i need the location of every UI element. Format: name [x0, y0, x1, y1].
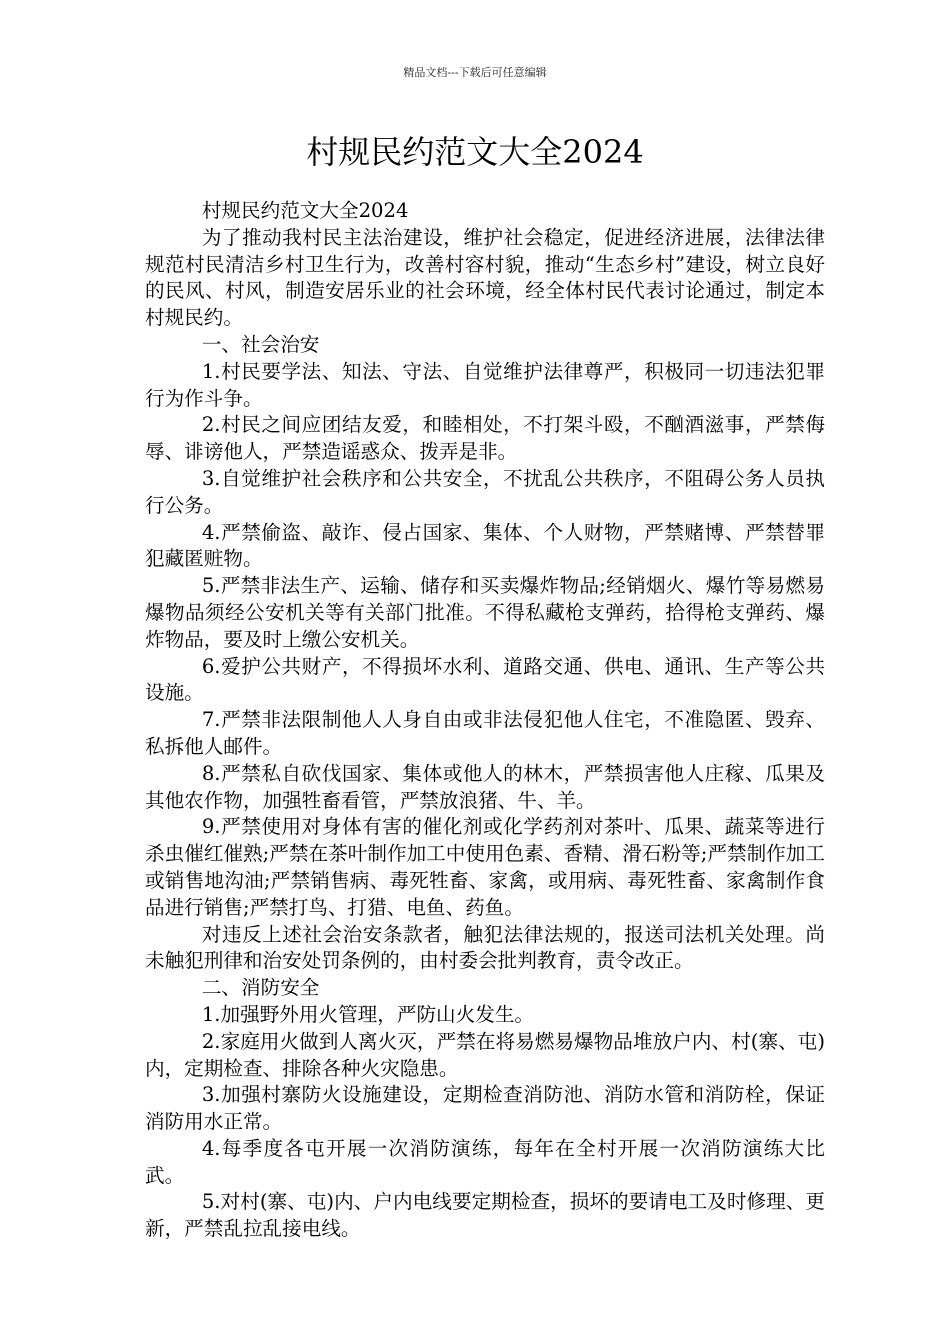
paragraph-penalty: 对违反上述社会治安条款者，触犯法律法规的，报送司法机关处理。尚未触犯刑律和治安处罚条例的，由村委会批判教育，责令改正。	[145, 922, 825, 973]
paragraph-item: 2.村民之间应团结友爱，和睦相处，不打架斗殴，不酗酒滋事，严禁侮辱、诽谤他人，严禁造谣惑众、拨弄是非。	[145, 413, 825, 464]
document-title: 村规民约范文大全2024	[306, 133, 644, 171]
paragraph-item: 1.村民要学法、知法、守法、自觉维护法律尊严，积极同一切违法犯罪行为作斗争。	[145, 359, 825, 410]
paragraph-item: 6.爱护公共财产，不得损坏水利、道路交通、供电、通讯、生产等公共设施。	[145, 654, 825, 705]
paragraph-item: 1.加强野外用火管理，严防山火发生。	[201, 1002, 535, 1026]
paragraph-item: 4.每季度各屯开展一次消防演练，每年在全村开展一次消防演练大比武。	[145, 1136, 825, 1187]
paragraph-item: 5.对村(寨、屯)内、户内电线要定期检查，损坏的要请电工及时修理、更新，严禁乱拉乱接电线。	[145, 1190, 825, 1241]
paragraph-item: 3.加强村寨防火设施建设，定期检查消防池、消防水管和消防栓，保证消防用水正常。	[145, 1083, 825, 1134]
paragraph-subtitle: 村规民约范文大全2024	[201, 199, 409, 222]
document-body	[145, 198, 825, 1243]
paragraph-item: 4.严禁偷盗、敲诈、侵占国家、集体、个人财物，严禁赌博、严禁替罪犯藏匿赃物。	[145, 520, 825, 571]
paragraph-item: 3.自觉维护社会秩序和公共安全，不扰乱公共秩序，不阻碍公务人员执行公务。	[145, 466, 825, 517]
paragraph-preamble: 为了推动我村民主法治建设，维护社会稳定，促进经济进展，法律法律规范村民清洁乡村卫生行为，改善村容村貌，推动“生态乡村”建设，树立良好的民风、村风，制造安居乐业的社会环境，经全体村民代表讨论通过，制定本村规民约。	[145, 225, 825, 330]
section-heading-fire-safety: 二、消防安全	[201, 976, 320, 1000]
paragraph-item: 8.严禁私自砍伐国家、集体或他人的林木，严禁损害他人庄稼、瓜果及其他农作物，加强牲畜看管，严禁放浪猪、牛、羊。	[145, 761, 825, 812]
paragraph-item: 5.严禁非法生产、运输、储存和买卖爆炸物品;经销烟火、爆竹等易燃易爆物品须经公安机关等有关部门批准。不得私藏枪支弹药，拾得枪支弹药、爆炸物品，要及时上缴公安机关。	[145, 574, 825, 651]
page-header-note: 精品文档---下载后可任意编辑	[403, 66, 547, 79]
paragraph-item: 2.家庭用火做到人离火灭，严禁在将易燃易爆物品堆放户内、村(寨、屯)内，定期检查、排除各种火灾隐患。	[145, 1029, 825, 1080]
paragraph-item: 9.严禁使用对身体有害的催化剂或化学药剂对茶叶、瓜果、蔬菜等进行杀虫催红催熟;严禁在茶叶制作加工中使用色素、香精、滑石粉等;严禁制作加工或销售地沟油;严禁销售病、毒死牲畜、家禽，或用病、毒死牲畜、家禽制作食品进行销售;严禁打鸟、打猎、电鱼、药鱼。	[145, 815, 825, 919]
paragraph-item: 7.严禁非法限制他人人身自由或非法侵犯他人住宅，不准隐匿、毁弃、私拆他人邮件。	[145, 708, 825, 758]
section-heading-public-security: 一、社会治安	[201, 332, 320, 356]
